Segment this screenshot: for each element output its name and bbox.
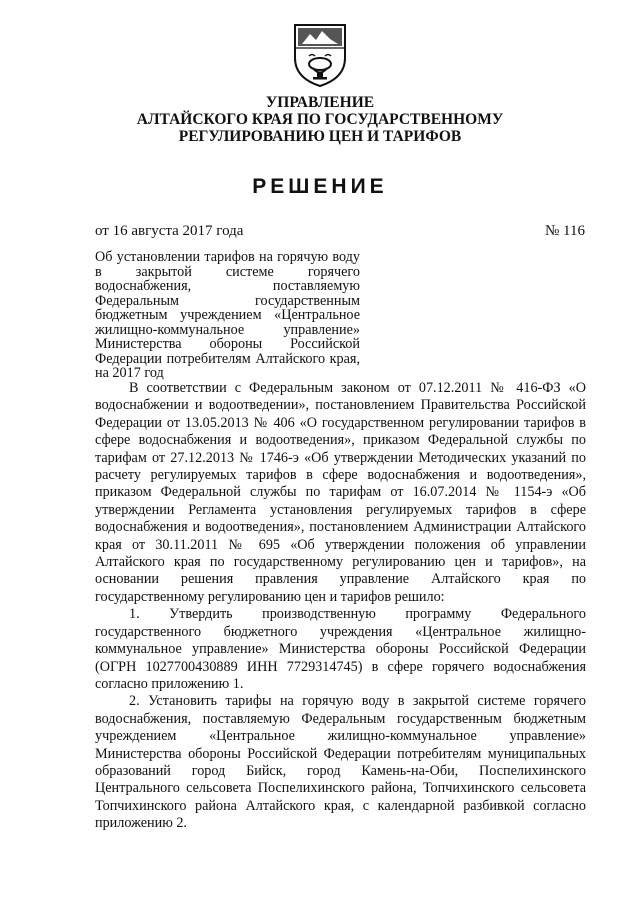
document-date: от 16 августа 2017 года — [95, 223, 244, 239]
document-subject: Об установлении тарифов на горячую воду в закрытой системе горячего водоснабжения, поставляемую Федеральным государственным бюджетным учреждением «Центральное жилищно-коммунальное управление» Министерства обороны Российской Федерации потребителям Алтайского края, на 2017 год — [95, 249, 360, 381]
org-line-2: АЛТАЙСКОГО КРАЯ ПО ГОСУДАРСТВЕННОМУ — [136, 111, 504, 128]
document-number: № 116 — [544, 223, 585, 239]
document-type-title: РЕШЕНИЕ — [252, 175, 388, 198]
clause-1-paragraph: 1. Утвердить производственную программу Федерального государственного бюджетного учреждения «Центральное жилищно-коммунальное управление» Министерства обороны Российской Федерации (ОГРН 1027700430889 ИНН 7729314745) в сфере горячего водоснабжения согласно приложению 1. — [95, 606, 586, 692]
preamble-paragraph: В соответствии с Федеральным законом от 07.12.2011 № 416-ФЗ «О водоснабжении и водоотведении», постановлением Правительства Российской Федерации от 13.05.2013 № 406 «О государственном регулировании тарифов в сфере водоснабжения и водоотведения», приказом Федеральной службы по тарифам от 27.12.2013 № 1746-э «Об утверждении Методических указаний по расчету регулируемых тарифов в сфере водоснабжения и водоотведения», приказом Федеральной службы по тарифам от 16.07.2014 № 1154-э «Об утверждении Регламента установления регулируемых тарифов в сфере водоснабжения и водоотведения», постановлением Администрации Алтайского края от 30.11.2011 № 695 «Об утверждении положения об управлении Алтайского края по государственному регулированию цен и тарифов», на основании решения правления управление Алтайского края по государственному регулированию цен и тарифов решило: — [95, 380, 586, 605]
org-line-1: УПРАВЛЕНИЕ — [265, 94, 375, 111]
issuing-organization — [0, 94, 640, 145]
document-body — [95, 380, 586, 833]
org-line-3: РЕГУЛИРОВАНИЮ ЦЕН И ТАРИФОВ — [178, 128, 462, 145]
clause-2-paragraph: 2. Установить тарифы на горячую воду в закрытой системе горячего водоснабжения, поставляемую Федеральным государственным бюджетным учреждением «Центральное жилищно-коммунальное управление» Министерства обороны Российской Федерации потребителям муниципальных образований город Бийск, город Камень-на-Оби, Поспелихинского Центрального сельсовета Поспелихинского района, Топчихинского сельсовета Топчихинского района Алтайского края, с календарной разбивкой согласно приложению 2. — [95, 693, 586, 832]
coat-of-arms-icon — [292, 22, 348, 88]
